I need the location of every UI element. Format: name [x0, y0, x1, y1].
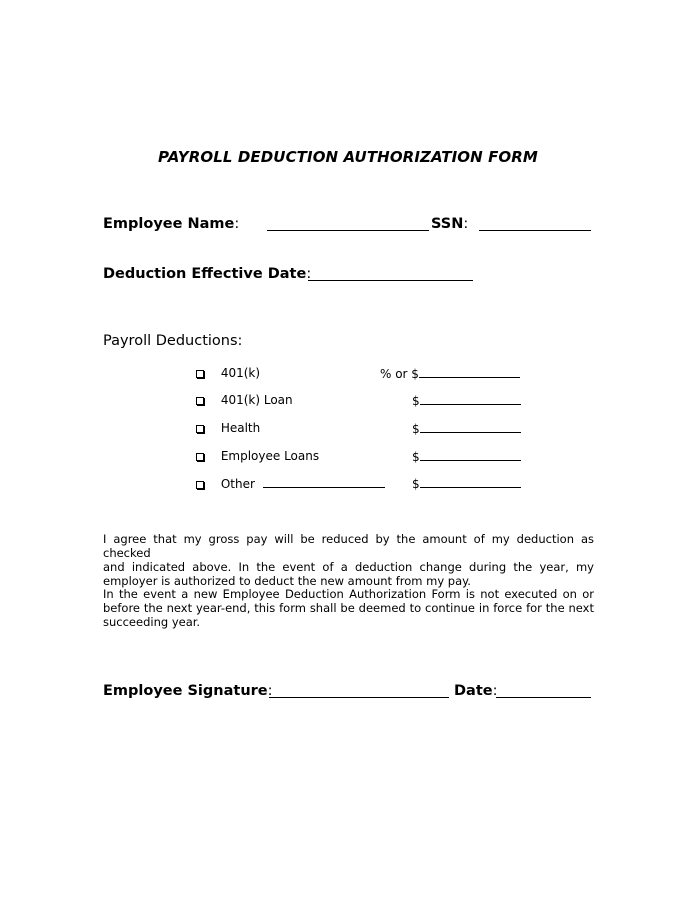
- checkbox-401k[interactable]: [196, 370, 204, 378]
- date-field[interactable]: [496, 683, 591, 702]
- amount-field-401k-loan[interactable]: [420, 393, 521, 405]
- deduction-amount-health: [412, 421, 521, 436]
- amount-field-other[interactable]: [420, 476, 521, 488]
- deduction-row-401k-loan: [196, 393, 293, 407]
- deduction-amount-401k-loan: [412, 393, 521, 408]
- amount-prefix: % or $: [380, 367, 419, 381]
- ssn-field[interactable]: [479, 216, 591, 235]
- continuation-paragraph: [103, 587, 594, 629]
- paragraph-line: and indicated above. In the event of a deduction change during the year, my: [103, 560, 594, 574]
- deduction-row-employee-loans: [196, 449, 319, 463]
- paragraph-line: I agree that my gross pay will be reduced by the amount of my deduction as checked: [103, 532, 594, 560]
- deduction-label: Health: [220, 421, 261, 435]
- employee-name-label-text: Employee Name: [103, 216, 235, 232]
- paragraph-line: before the next year-end, this form shall be deemed to continue in force for the next: [103, 601, 594, 615]
- ssn-label-text: SSN: [431, 216, 464, 232]
- deduction-amount-employee-loans: [412, 449, 521, 464]
- checkbox-401k-loan[interactable]: [196, 397, 204, 405]
- checkbox-employee-loans[interactable]: [196, 453, 204, 461]
- amount-field-401k[interactable]: [419, 366, 520, 378]
- deduction-label: Employee Loans: [220, 449, 320, 463]
- checkbox-other[interactable]: [196, 481, 204, 489]
- amount-prefix: $: [412, 422, 420, 436]
- employee-name-label: Employee Name:: [103, 216, 240, 232]
- deduction-amount-other: [412, 476, 521, 491]
- signature-label: Employee Signature:: [103, 683, 273, 699]
- paragraph-line: succeeding year.: [103, 615, 201, 629]
- deduction-row-401k: [196, 366, 260, 380]
- effective-date-field[interactable]: [308, 266, 473, 285]
- deduction-label: 401(k) Loan: [220, 393, 293, 407]
- employee-name-field[interactable]: [267, 216, 429, 235]
- amount-prefix: $: [412, 394, 420, 408]
- payroll-deductions-heading: Payroll Deductions:: [103, 333, 243, 349]
- signature-field[interactable]: [269, 683, 449, 702]
- checkbox-health[interactable]: [196, 425, 204, 433]
- other-description-field[interactable]: [263, 476, 385, 488]
- ssn-label: SSN:: [431, 216, 469, 232]
- amount-field-employee-loans[interactable]: [420, 449, 521, 461]
- date-label: Date:: [454, 683, 498, 699]
- amount-prefix: $: [412, 477, 420, 491]
- paragraph-line: employer is authorized to deduct the new amount from my pay.: [103, 574, 471, 588]
- agreement-paragraph: [103, 532, 594, 588]
- form-title: PAYROLL DEDUCTION AUTHORIZATION FORM: [158, 148, 538, 166]
- paragraph-line: In the event a new Employee Deduction Authorization Form is not executed on or: [103, 587, 594, 601]
- amount-field-health[interactable]: [420, 421, 521, 433]
- deduction-label: 401(k): [220, 366, 261, 380]
- effective-date-label-text: Deduction Effective Date: [103, 266, 307, 282]
- effective-date-label: Deduction Effective Date:: [103, 266, 312, 282]
- deduction-amount-401k: [380, 366, 520, 381]
- signature-label-text: Employee Signature: [103, 683, 268, 699]
- date-label-text: Date: [454, 683, 493, 699]
- deduction-row-other: [196, 476, 385, 491]
- deduction-row-health: [196, 421, 260, 435]
- amount-prefix: $: [412, 450, 420, 464]
- deduction-label: Other: [220, 477, 255, 491]
